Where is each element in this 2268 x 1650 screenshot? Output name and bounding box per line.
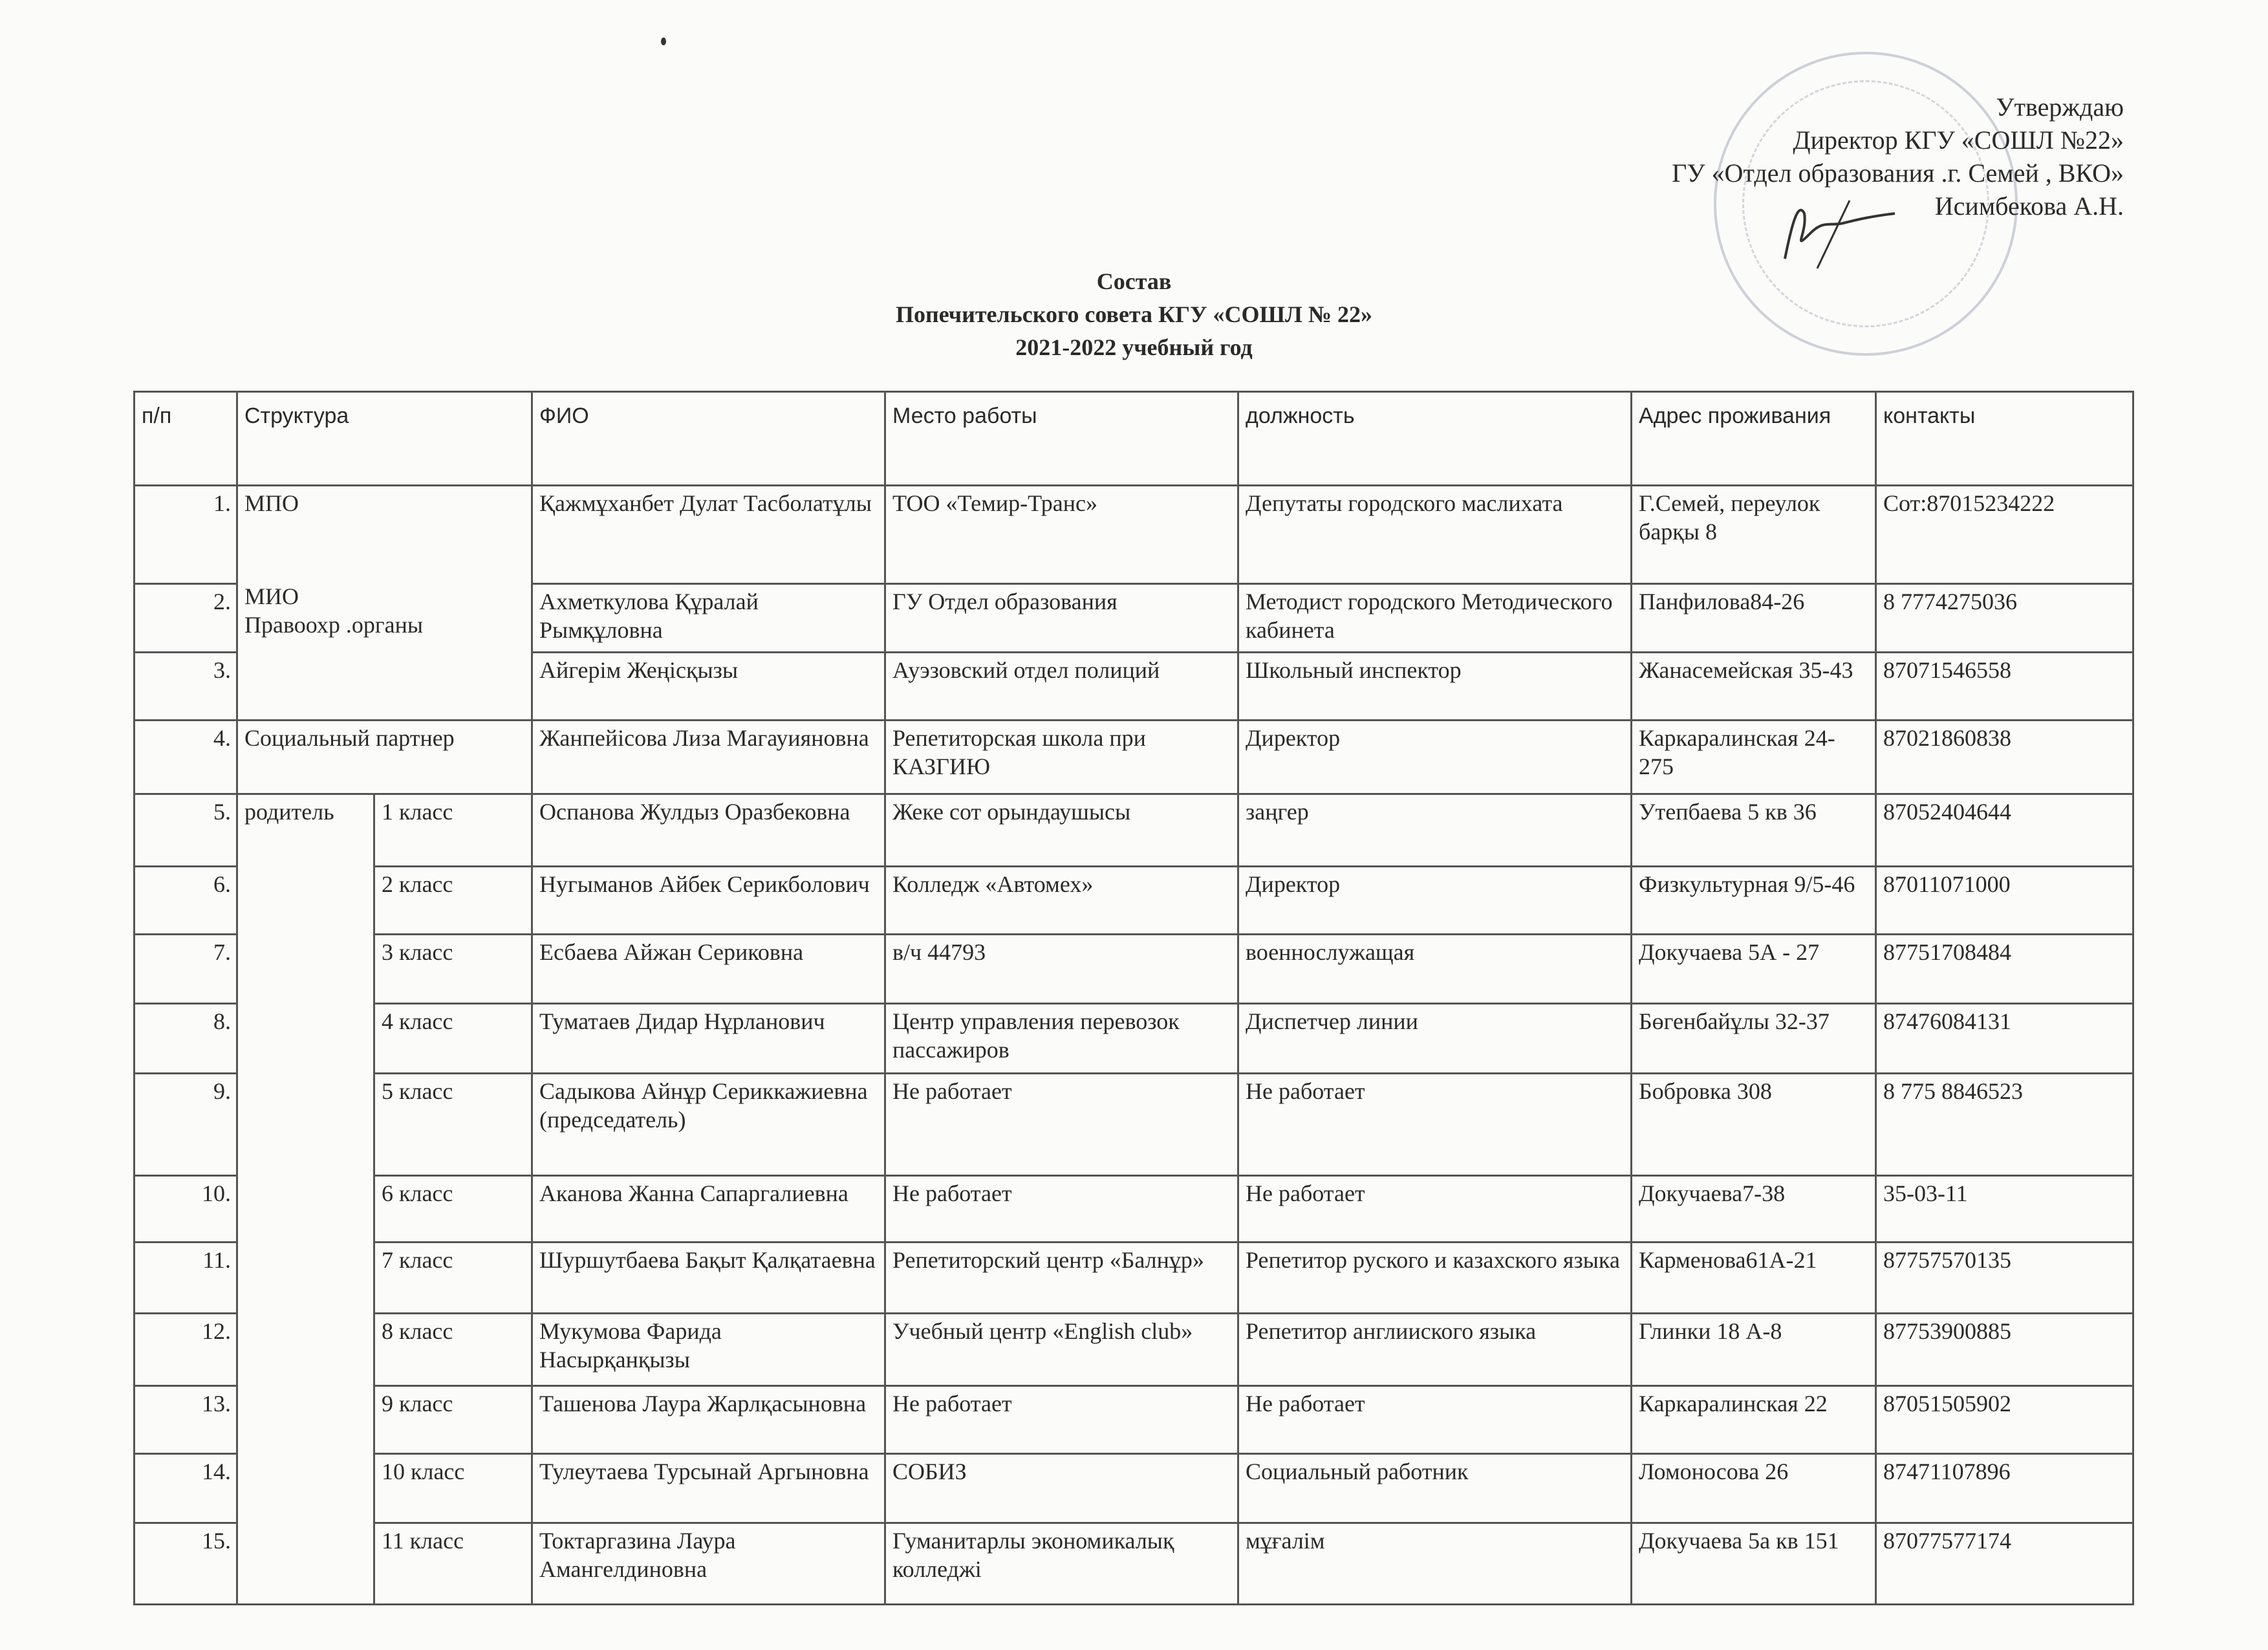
member-contact: 8 775 8846523: [1876, 1074, 2133, 1176]
member-address: Глинки 18 А-8: [1632, 1314, 1876, 1386]
row-number: 8.: [135, 1004, 237, 1074]
member-contact: 87011071000: [1876, 867, 2133, 935]
class-label: 10 класс: [374, 1454, 532, 1523]
title-line-3: 2021-2022 учебный год: [1015, 334, 1253, 360]
member-address: Панфилова84-26: [1632, 584, 1876, 653]
member-address: Докучаева 5а кв 151: [1632, 1523, 1876, 1605]
table-row: [135, 1243, 2133, 1314]
table-row: [135, 1074, 2133, 1176]
row-number: 11.: [135, 1243, 237, 1314]
member-contact: 87051505902: [1876, 1386, 2133, 1454]
row-number: 5.: [135, 794, 237, 867]
member-position: Школьный инспектор: [1238, 653, 1632, 721]
member-fio: Аканова Жанна Сапаргалиевна: [532, 1176, 885, 1243]
title-line-2: Попечительского совета КГУ «СОШЛ № 22»: [895, 301, 1373, 327]
row-number: 3.: [135, 653, 237, 721]
member-fio: Жанпейісова Лиза Магауияновна: [532, 721, 885, 794]
member-fio: Ташенова Лаура Жарлқасыновна: [532, 1386, 885, 1454]
structure-mpo: МПО: [244, 490, 299, 516]
structure-law-enforcement: Правоохр .органы: [244, 612, 424, 638]
member-position: Директор: [1238, 867, 1632, 935]
member-address: Карменова61А-21: [1632, 1243, 1876, 1314]
member-contact: 87751708484: [1876, 935, 2133, 1004]
row-number: 6.: [135, 867, 237, 935]
header-number: п/п: [135, 392, 237, 486]
member-address: Докучаева7-38: [1632, 1176, 1876, 1243]
member-address: Каркаралинская 24-275: [1632, 721, 1876, 794]
member-address: Каркаралинская 22: [1632, 1386, 1876, 1454]
table-header-row: [135, 392, 2133, 486]
member-position: Репетитор англииского языка: [1238, 1314, 1632, 1386]
member-position: Не работает: [1238, 1074, 1632, 1176]
member-fio: Ахметкулова Құралай Рымқұловна: [532, 584, 885, 653]
row-number: 4.: [135, 721, 237, 794]
structure-parent: родитель: [237, 794, 374, 1605]
class-label: 8 класс: [374, 1314, 532, 1386]
table-row: [135, 1454, 2133, 1523]
member-fio: Қажмұханбет Дулат Тасболатұлы: [532, 486, 885, 584]
member-workplace: Ауэзовский отдел полиций: [885, 653, 1238, 721]
member-position: Не работает: [1238, 1176, 1632, 1243]
member-workplace: Жеке сот орындаушысы: [885, 794, 1238, 867]
member-contact: 87021860838: [1876, 721, 2133, 794]
member-fio: Токтаргазина Лаура Амангелдиновна: [532, 1523, 885, 1605]
approval-department: ГУ «Отдел образования .г. Семей , ВКО»: [1672, 158, 2124, 188]
member-position: Социальный работник: [1238, 1454, 1632, 1523]
row-number: 10.: [135, 1176, 237, 1243]
header-position: должность: [1238, 392, 1632, 486]
member-fio: Мукумова Фарида Насырқанқызы: [532, 1314, 885, 1386]
class-label: 2 класс: [374, 867, 532, 935]
approval-director: Директор КГУ «СОШЛ №22»: [1793, 125, 2124, 155]
member-position: Не работает: [1238, 1386, 1632, 1454]
structure-cell-mpo-mio: [237, 486, 532, 721]
approval-block: [1672, 91, 2124, 223]
member-workplace: в/ч 44793: [885, 935, 1238, 1004]
member-position: Диспетчер линии: [1238, 1004, 1632, 1074]
table-row: [135, 794, 2133, 867]
table-row: [135, 867, 2133, 935]
header-fio: ФИО: [532, 392, 885, 486]
class-label: 6 класс: [374, 1176, 532, 1243]
member-contact: Сот:87015234222: [1876, 486, 2133, 584]
member-contact: 87052404644: [1876, 794, 2133, 867]
member-address: Ломоносова 26: [1632, 1454, 1876, 1523]
class-label: 7 класс: [374, 1243, 532, 1314]
member-address: Жанасемейская 35-43: [1632, 653, 1876, 721]
member-contact: 87476084131: [1876, 1004, 2133, 1074]
title-line-1: Состав: [1096, 268, 1172, 294]
member-address: Бобровка 308: [1632, 1074, 1876, 1176]
member-contact: 87757570135: [1876, 1243, 2133, 1314]
member-workplace: ГУ Отдел образования: [885, 584, 1238, 653]
member-workplace: Гуманитарлы экономикалық колледжі: [885, 1523, 1238, 1605]
member-workplace: Учебный центр «English club»: [885, 1314, 1238, 1386]
class-label: 11 класс: [374, 1523, 532, 1605]
member-position: мұғалім: [1238, 1523, 1632, 1605]
member-workplace: ТОО «Темир-Транс»: [885, 486, 1238, 584]
header-contacts: контакты: [1876, 392, 2133, 486]
member-contact: 8 7774275036: [1876, 584, 2133, 653]
class-label: 5 класс: [374, 1074, 532, 1176]
table-row: [135, 1314, 2133, 1386]
member-workplace: Репетиторский центр «Балнұр»: [885, 1243, 1238, 1314]
member-position: Репетитор руского и казахского языка: [1238, 1243, 1632, 1314]
member-address: Утепбаева 5 кв 36: [1632, 794, 1876, 867]
row-number: 14.: [135, 1454, 237, 1523]
member-fio: Садыкова Айнұр Сериккажиевна (председатель): [532, 1074, 885, 1176]
member-contact: 87077577174: [1876, 1523, 2133, 1605]
member-fio: Туматаев Дидар Нұрланович: [532, 1004, 885, 1074]
member-address: Бөгенбайұлы 32-37: [1632, 1004, 1876, 1074]
council-table: [133, 391, 2134, 1605]
member-address: Докучаева 5А - 27: [1632, 935, 1876, 1004]
header-structure: Структура: [237, 392, 532, 486]
row-number: 9.: [135, 1074, 237, 1176]
member-workplace: СОБИЗ: [885, 1454, 1238, 1523]
member-address: Физкультурная 9/5-46: [1632, 867, 1876, 935]
structure-social-partner: Социальный партнер: [237, 721, 532, 794]
member-fio: Айгерім Жеңісқызы: [532, 653, 885, 721]
table-row: [135, 486, 2133, 584]
member-position: Методист городского Методического кабинета: [1238, 584, 1632, 653]
member-workplace: Не работает: [885, 1386, 1238, 1454]
class-label: 3 класс: [374, 935, 532, 1004]
class-label: 1 класс: [374, 794, 532, 867]
member-position: заңгер: [1238, 794, 1632, 867]
table-row: [135, 1386, 2133, 1454]
row-number: 15.: [135, 1523, 237, 1605]
member-workplace: Центр управления перевозок пассажиров: [885, 1004, 1238, 1074]
scan-speck: [661, 38, 666, 45]
member-fio: Есбаева Айжан Сериковна: [532, 935, 885, 1004]
row-number: 2.: [135, 584, 237, 653]
header-address: Адрес проживания: [1632, 392, 1876, 486]
table-row: [135, 935, 2133, 1004]
member-position: Директор: [1238, 721, 1632, 794]
approval-signatory: Исимбекова А.Н.: [1934, 191, 2124, 221]
table-row: [135, 721, 2133, 794]
structure-mio: МИО: [244, 583, 299, 609]
member-workplace: Репетиторская школа при КАЗГИЮ: [885, 721, 1238, 794]
row-number: 13.: [135, 1386, 237, 1454]
table-row: [135, 1523, 2133, 1605]
approval-heading: Утверждаю: [1996, 92, 2124, 122]
row-number: 1.: [135, 486, 237, 584]
document-title: [0, 265, 2268, 364]
class-label: 4 класс: [374, 1004, 532, 1074]
row-number: 12.: [135, 1314, 237, 1386]
header-workplace: Место работы: [885, 392, 1238, 486]
member-address: Г.Семей, переулок барқы 8: [1632, 486, 1876, 584]
member-fio: Нугыманов Айбек Серикболович: [532, 867, 885, 935]
member-workplace: Колледж «Автомех»: [885, 867, 1238, 935]
member-workplace: Не работает: [885, 1176, 1238, 1243]
member-contact: 87753900885: [1876, 1314, 2133, 1386]
member-contact: 87071546558: [1876, 653, 2133, 721]
member-contact: 87471107896: [1876, 1454, 2133, 1523]
member-fio: Шуршутбаева Бақыт Қалқатаевна: [532, 1243, 885, 1314]
member-contact: 35-03-11: [1876, 1176, 2133, 1243]
class-label: 9 класс: [374, 1386, 532, 1454]
member-fio: Тулеутаева Турсынай Аргыновна: [532, 1454, 885, 1523]
row-number: 7.: [135, 935, 237, 1004]
member-position: Депутаты городского маслихата: [1238, 486, 1632, 584]
member-workplace: Не работает: [885, 1074, 1238, 1176]
member-position: военнослужащая: [1238, 935, 1632, 1004]
table-row: [135, 1176, 2133, 1243]
table-row: [135, 1004, 2133, 1074]
member-fio: Оспанова Жулдыз Оразбековна: [532, 794, 885, 867]
